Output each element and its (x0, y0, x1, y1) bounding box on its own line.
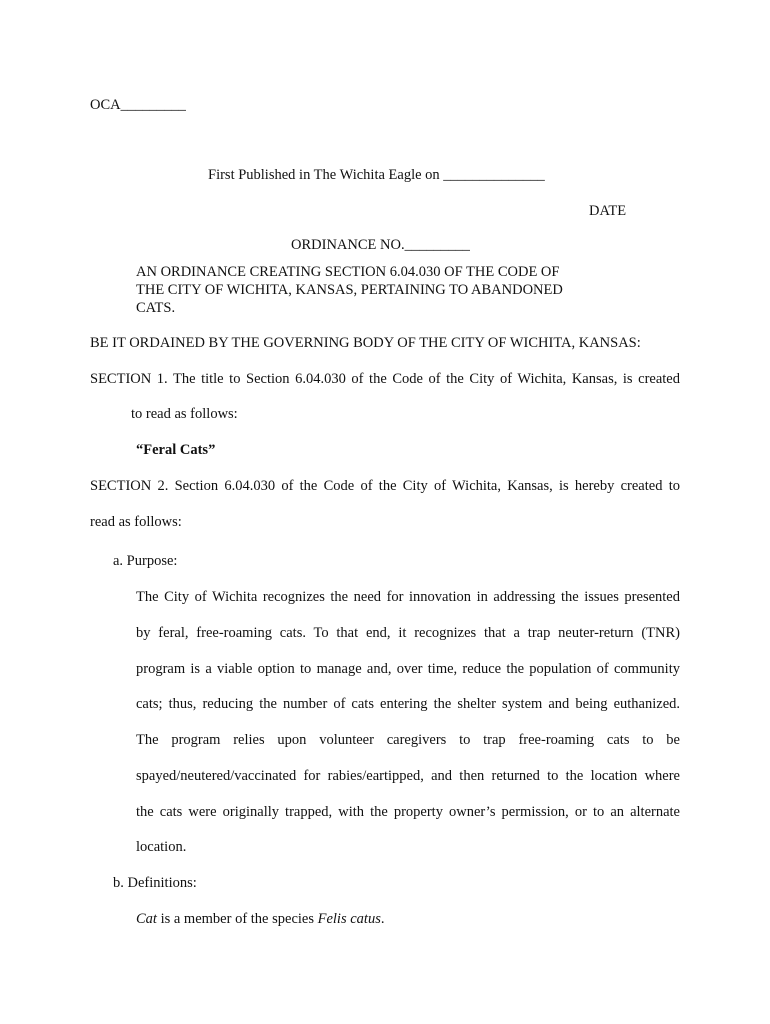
section-1-line-2: to read as follows: (131, 406, 238, 422)
purpose-line: location. (136, 839, 187, 855)
oca-field: OCA_________ (90, 97, 186, 113)
ordinance-title-line-2: THE CITY OF WICHITA, KANSAS, PERTAINING TO ABANDONED (136, 282, 563, 298)
purpose-line: by feral, free-roaming cats. To that end, it recognizes that a trap neuter-return (TNR) (136, 625, 680, 641)
enacting-clause: BE IT ORDAINED BY THE GOVERNING BODY OF THE CITY OF WICHITA, KANSAS: (90, 335, 641, 351)
section-1-line-1: SECTION 1. The title to Section 6.04.030 of the Code of the City of Wichita, Kansas, is created (90, 371, 680, 387)
ordinance-number: ORDINANCE NO._________ (291, 237, 470, 253)
purpose-line: the cats were originally trapped, with the property owner’s permission, or to an alternate (136, 804, 680, 820)
purpose-line: The program relies upon volunteer caregivers to trap free-roaming cats to be (136, 732, 680, 748)
cat-definition (136, 910, 384, 928)
purpose-line: cats; thus, reducing the number of cats entering the shelter system and being euthanized. (136, 696, 680, 712)
definition-period: . (380, 911, 385, 927)
species-name: Felis catus (317, 911, 381, 927)
cat-term: Cat (136, 911, 157, 927)
section-2-line-2: read as follows: (90, 514, 182, 530)
purpose-line: The City of Wichita recognizes the need for innovation in addressing the issues presented (136, 589, 680, 605)
item-a-heading: a. Purpose: (113, 553, 178, 569)
ordinance-title-line-3: CATS. (136, 300, 176, 316)
feral-cats-title: “Feral Cats” (136, 442, 216, 458)
purpose-line: program is a viable option to manage and, over time, reduce the population of community (136, 661, 680, 677)
section-2-line-1: SECTION 2. Section 6.04.030 of the Code of the City of Wichita, Kansas, is hereby created to (90, 478, 680, 494)
purpose-line: spayed/neutered/vaccinated for rabies/eartipped, and then returned to the location where (136, 768, 680, 784)
ordinance-title-line-1: AN ORDINANCE CREATING SECTION 6.04.030 OF THE CODE OF (136, 264, 560, 280)
first-published-line: First Published in The Wichita Eagle on ______________ (208, 167, 545, 183)
cat-definition-text: is a member of the species (156, 911, 318, 927)
item-b-heading: b. Definitions: (113, 875, 197, 891)
date-label: DATE (589, 203, 627, 219)
